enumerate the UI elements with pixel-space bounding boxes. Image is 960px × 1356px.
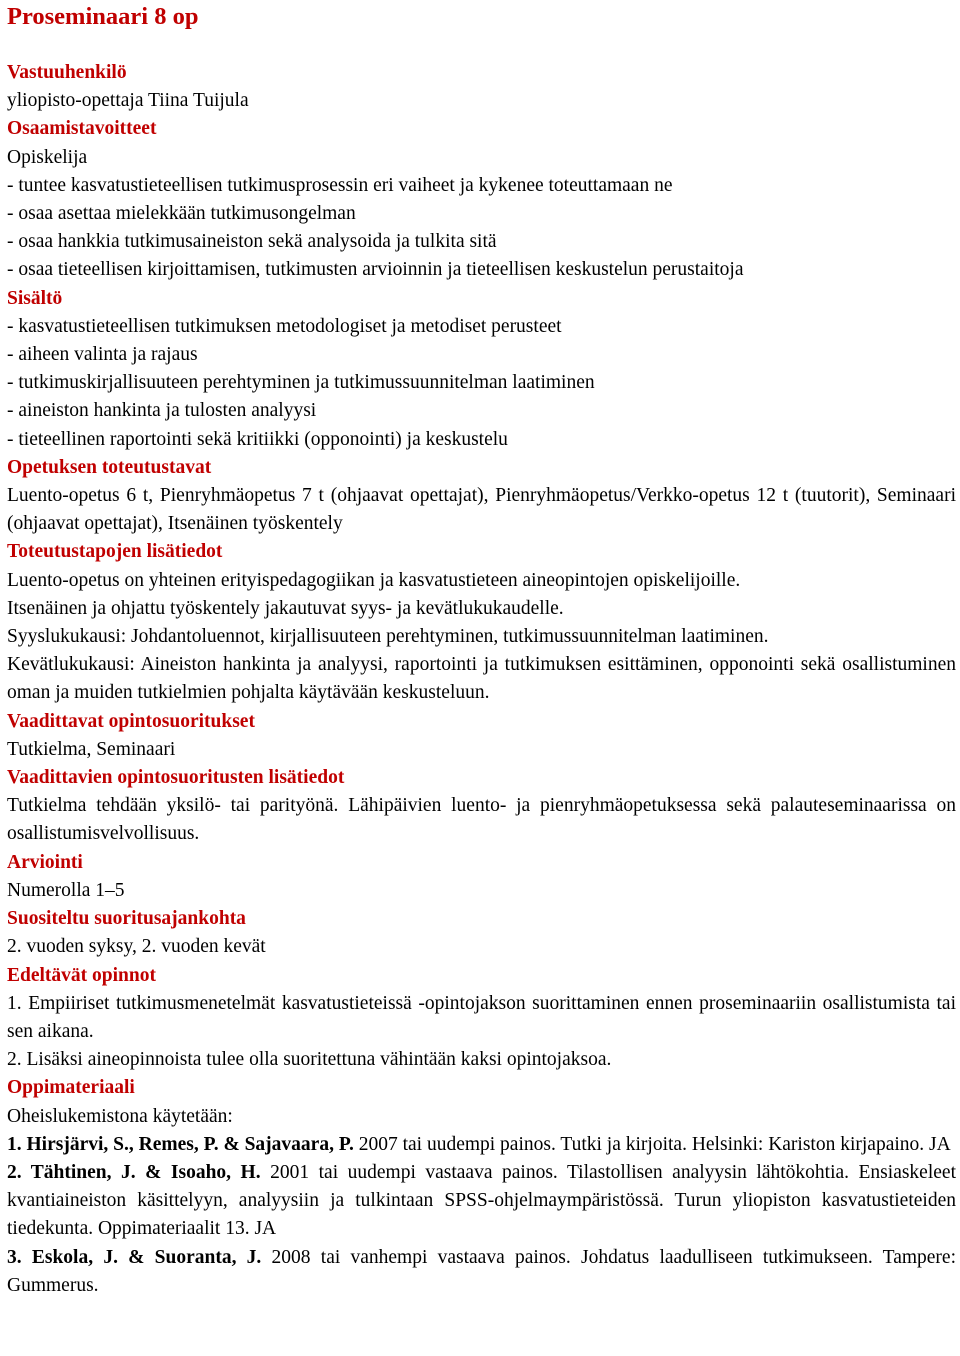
materials-intro: Oheislukemistona käytetään: bbox=[7, 1105, 233, 1127]
content-line: - aineiston hankinta ja tulosten analyysi bbox=[7, 400, 317, 422]
objectives-line: - tuntee kasvatustieteellisen tutkimusprosessin eri vaiheet ja kykenee toteuttamaan ne bbox=[7, 174, 673, 196]
document-body bbox=[7, 59, 956, 1300]
reference-number: 2. bbox=[7, 1161, 22, 1183]
heading-arviointi: Arviointi bbox=[7, 851, 83, 873]
reference-entry bbox=[7, 1131, 956, 1159]
heading-oppimateriaali: Oppimateriaali bbox=[7, 1077, 135, 1099]
objectives-line: Opiskelija bbox=[7, 146, 88, 168]
reference-authors bbox=[7, 1134, 354, 1155]
responsible-person: yliopisto-opettaja Tiina Tuijula bbox=[7, 90, 249, 112]
objectives-line: - osaa tieteellisen kirjoittamisen, tutkimusten arvioinnin ja tieteellisen keskustelun perustaitoja bbox=[7, 259, 744, 281]
additional-info-paragraph: Syyslukukausi: Johdantoluennot, kirjallisuuteen perehtyminen, tutkimussuunnitelman laatiminen. bbox=[7, 626, 769, 648]
heading-osaamistavoitteet: Osaamistavoitteet bbox=[7, 118, 157, 140]
reference-details: 2007 tai uudempi painos. Tutki ja kirjoita. Helsinki: Kariston kirjapaino. JA bbox=[353, 1133, 951, 1155]
reference-entry bbox=[7, 1244, 956, 1300]
additional-info-paragraph: Luento-opetus on yhteinen erityispedagogiikan ja kasvatustieteen aineopintojen opiskelijoille. bbox=[7, 569, 741, 591]
prerequisite-paragraph: 2. Lisäksi aineopinnoista tulee olla suoritettuna vähintään kaksi opintojaksoa. bbox=[7, 1049, 612, 1071]
heading-lisatiedot: Toteutustapojen lisätiedot bbox=[7, 541, 223, 563]
required-studies-info-text: Tutkielma tehdään yksilö- tai parityönä. Lähipäivien luento- ja pienryhmäopetuksessa sekä palauteseminaarissa on osallistumisvelvollisuus. bbox=[7, 795, 956, 845]
required-studies-text: Tutkielma, Seminaari bbox=[7, 738, 176, 760]
heading-vastuuhenkilo: Vastuuhenkilö bbox=[7, 62, 127, 83]
heading-sisalto: Sisältö bbox=[7, 287, 63, 309]
reference-number: 3. bbox=[7, 1246, 22, 1268]
objectives-line: - osaa hankkia tutkimusaineiston sekä analysoida ja tulkita sitä bbox=[7, 231, 497, 253]
objectives-line: - osaa asettaa mielekkään tutkimusongelman bbox=[7, 203, 356, 225]
teaching-methods-text: Luento-opetus 6 t, Pienryhmäopetus 7 t (ohjaavat opettajat), Pienryhmäopetus/Verkko-opetus 12 t (tuutorit), Seminaari (ohjaavat opettajat), Itsenäinen työskentely bbox=[7, 485, 956, 535]
reference-authors bbox=[7, 1162, 261, 1183]
heading-suoritus-lisatiedot: Vaadittavien opintosuoritusten lisätiedot bbox=[7, 767, 345, 789]
reference-entry bbox=[7, 1159, 956, 1244]
reference-author-names: Hirsjärvi, S., Remes, P. & Sajavaara, P. bbox=[26, 1133, 354, 1155]
heading-ajankohta: Suositeltu suoritusajankohta bbox=[7, 908, 246, 930]
additional-info-paragraph: Kevätlukukausi: Aineiston hankinta ja analyysi, raportointi ja tutkimuksen esittäminen, opponointi sekä osallistuminen oman ja muiden tutkielmien pohjalta käytävään keskusteluun. bbox=[7, 654, 956, 704]
grading-text: Numerolla 1–5 bbox=[7, 879, 125, 901]
page-title: Proseminaari 8 op bbox=[7, 3, 199, 30]
reference-authors bbox=[7, 1247, 261, 1268]
reference-number: 1. bbox=[7, 1133, 22, 1155]
reference-author-names: Eskola, J. & Suoranta, J. bbox=[31, 1246, 262, 1268]
heading-toteutustavat: Opetuksen toteutustavat bbox=[7, 456, 212, 478]
heading-suoritukset: Vaadittavat opintosuoritukset bbox=[7, 710, 255, 732]
recommended-timing-text: 2. vuoden syksy, 2. vuoden kevät bbox=[7, 936, 266, 958]
reference-details: 2001 tai uudempi vastaava painos. Tilastollisen analyysin lähtökohtia. Ensiaskeleet kvantiaineiston käsittelyyn, analyysiin ja tulkintaan SPSS-ohjelmaympäristössä. Turun yliopiston kasvatustieteiden tiedekunta. Oppimateriaalit 13. JA bbox=[7, 1161, 956, 1240]
reference-author-names: Tähtinen, J. & Isoaho, H. bbox=[30, 1161, 261, 1183]
content-line: - aiheen valinta ja rajaus bbox=[7, 344, 198, 366]
heading-edeltavat: Edeltävät opinnot bbox=[7, 964, 156, 986]
additional-info-paragraph: Itsenäinen ja ohjattu työskentely jakautuvat syys- ja kevätlukukaudelle. bbox=[7, 597, 564, 619]
content-line: - tutkimuskirjallisuuteen perehtyminen ja tutkimussuunnitelman laatiminen bbox=[7, 372, 595, 394]
reference-details: 2008 tai vanhempi vastaava painos. Johdatus laadulliseen tutkimukseen. Tampere: Gummerus. bbox=[7, 1246, 956, 1296]
prerequisite-paragraph: 1. Empiiriset tutkimusmenetelmät kasvatustieteissä -opintojakson suorittaminen ennen proseminaariin osallistumista tai sen aikana. bbox=[7, 992, 956, 1042]
content-line: - kasvatustieteellisen tutkimuksen metodologiset ja metodiset perusteet bbox=[7, 315, 562, 337]
content-line: - tieteellinen raportointi sekä kritiikki (opponointi) ja keskustelu bbox=[7, 428, 508, 450]
